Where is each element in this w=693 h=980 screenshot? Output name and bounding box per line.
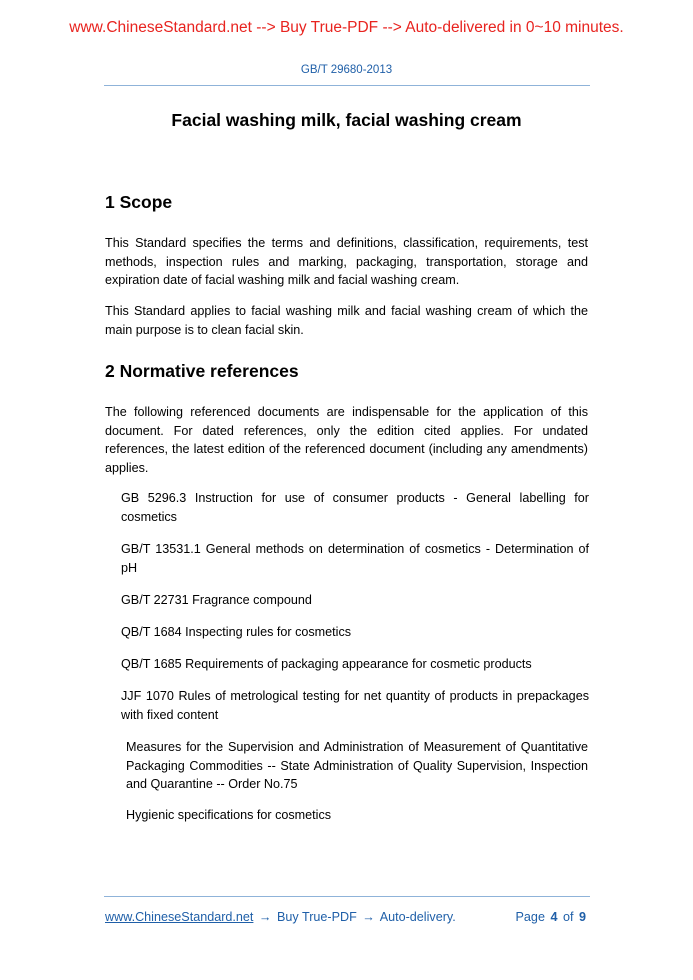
standard-code-header: GB/T 29680-2013 — [300, 64, 393, 76]
promo-banner[interactable]: www.ChineseStandard.net --> Buy True-PDF --> Auto-delivered in 0~10 minutes. — [69, 19, 624, 36]
page-current: 4 — [550, 910, 558, 924]
page-indicator — [516, 910, 588, 924]
scope-paragraph-2: This Standard applies to facial washing milk and facial washing cream of which the main purpose is to clean facial skin. — [105, 304, 588, 337]
scope-paragraph-1: This Standard specifies the terms and definitions, classification, requirements, test methods, inspection rules and marking, packaging, transportation, storage and expiration date of facial washing milk and facial washing cream. — [105, 236, 588, 287]
footer-site-link[interactable]: www.ChineseStandard.net — [105, 910, 254, 924]
section-heading-scope: 1 Scope — [105, 192, 173, 212]
section-heading-normative-references: 2 Normative references — [105, 361, 299, 381]
page-total: 9 — [578, 910, 586, 924]
footer-auto-text: Auto-delivery. — [379, 910, 456, 924]
reference-item: Hygienic specifications for cosmetics — [126, 808, 332, 822]
page-word: Page — [515, 910, 545, 924]
reference-item: GB/T 22731 Fragrance compound — [121, 593, 312, 607]
reference-item: JJF 1070 Rules of metrological testing for net quantity of products in prepackages with fixed content — [121, 689, 589, 722]
reference-item: QB/T 1685 Requirements of packaging appearance for cosmetic products — [121, 657, 532, 671]
reference-item: Measures for the Supervision and Administration of Measurement of Quantitative Packaging Commodities -- State Administration of Quality Supervision, Inspection and Quarantine -- Order No.75 — [126, 740, 588, 791]
reference-item: GB/T 13531.1 General methods on determination of cosmetics - Determination of pH — [121, 542, 589, 575]
reference-item: QB/T 1684 Inspecting rules for cosmetics — [121, 625, 352, 639]
arrow-right-icon: → — [362, 910, 375, 924]
footer-divider — [104, 896, 590, 897]
document-title: Facial washing milk, facial washing cream — [171, 110, 522, 130]
arrow-right-icon: → — [258, 910, 272, 924]
page-of-word: of — [562, 910, 574, 924]
reference-item: GB 5296.3 Instruction for use of consumer products - General labelling for cosmetics — [121, 491, 589, 524]
footer-buy-text: Buy True-PDF — [277, 910, 357, 924]
header-divider — [104, 85, 590, 86]
footer-links — [105, 910, 456, 924]
normative-intro-paragraph: The following referenced documents are indispensable for the application of this document. For dated references, only the edition cited applies. For undated references, the latest edition of the referenced document (including any amendments) applies. — [105, 405, 588, 475]
